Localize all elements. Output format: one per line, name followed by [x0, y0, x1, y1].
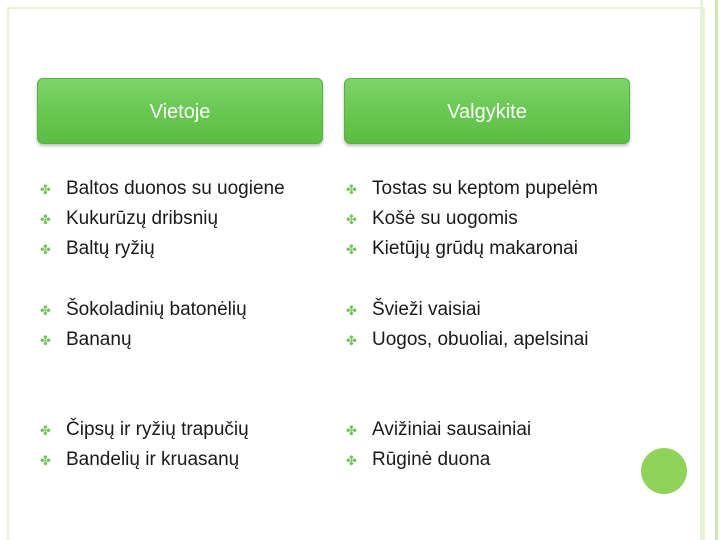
list-item-text: Kukurūzų dribsnių [66, 208, 219, 229]
list-item [346, 174, 598, 204]
list-item-text: Baltų ryžių [66, 238, 155, 259]
list-item-text: Čipsų ir ryžių trapučių [66, 419, 249, 440]
list-item [346, 415, 531, 445]
list-item-text: Bananų [66, 329, 132, 350]
list-item-text: Kietūjų grūdų makaronai [372, 238, 578, 259]
leaf-bullet-icon: ✤ [346, 181, 357, 197]
list-item [346, 234, 578, 264]
header-eat-instead [344, 78, 630, 144]
leaf-bullet-icon: ✤ [40, 211, 51, 227]
leaf-bullet-icon: ✤ [346, 452, 357, 468]
list-item [40, 415, 249, 445]
header-eat-here [37, 78, 323, 144]
list-item-text: Švieži vaisiai [372, 299, 481, 320]
leaf-bullet-icon: ✤ [346, 302, 357, 318]
leaf-bullet-icon: ✤ [40, 332, 51, 348]
list-item [40, 234, 155, 264]
list-item [40, 325, 132, 355]
leaf-bullet-icon: ✤ [40, 452, 51, 468]
header-eat-here-label: Vietoje [149, 101, 211, 123]
list-item [40, 445, 239, 475]
leaf-bullet-icon: ✤ [40, 181, 51, 197]
leaf-bullet-icon: ✤ [346, 332, 357, 348]
list-item-text: Baltos duonos su uogiene [66, 178, 285, 199]
leaf-bullet-icon: ✤ [40, 241, 51, 257]
list-item [346, 204, 518, 234]
list-item-text: Šokoladinių batonėlių [66, 299, 247, 320]
header-eat-instead-label: Valgykite [447, 101, 527, 123]
list-item-text: Rūginė duona [372, 449, 491, 470]
decorative-circle [641, 448, 687, 494]
leaf-bullet-icon: ✤ [346, 241, 357, 257]
leaf-bullet-icon: ✤ [40, 302, 51, 318]
list-item [346, 445, 490, 475]
list-item [40, 295, 247, 325]
list-item-text: Uogos, obuoliai, apelsinai [372, 329, 589, 350]
list-item-text: Avižiniai sausainiai [372, 419, 532, 440]
list-item [40, 174, 285, 204]
list-item-text: Košė su uogomis [372, 208, 518, 229]
leaf-bullet-icon: ✤ [346, 422, 357, 438]
list-item [40, 204, 218, 234]
list-item [346, 295, 481, 325]
list-item-text: Tostas su keptom pupelėm [372, 178, 599, 199]
list-item-text: Bandelių ir kruasanų [66, 449, 240, 470]
list-item [346, 325, 589, 355]
leaf-bullet-icon: ✤ [346, 211, 357, 227]
decorative-rail [698, 0, 720, 540]
leaf-bullet-icon: ✤ [40, 422, 51, 438]
